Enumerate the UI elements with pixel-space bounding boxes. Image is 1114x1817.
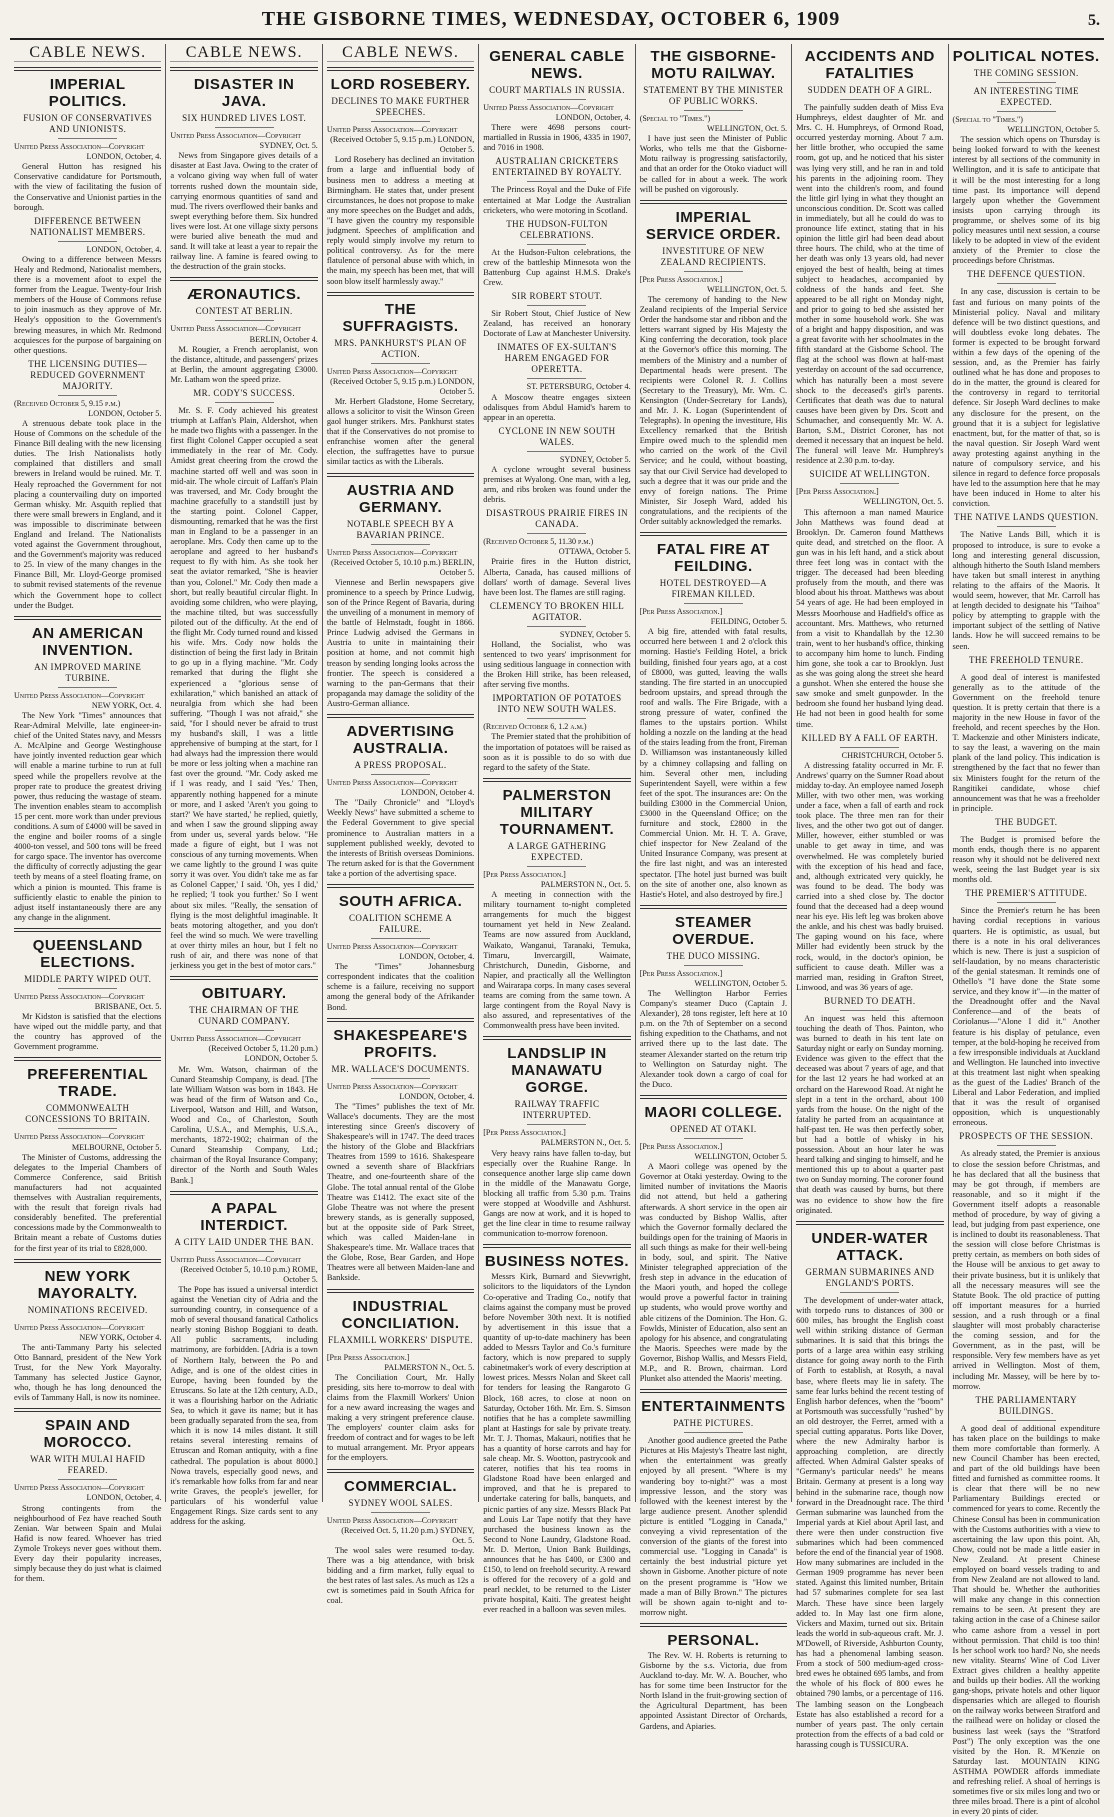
headline: POLITICAL NOTES. [952,48,1100,65]
agency-credit: United Press Association—Copyright [14,991,145,1001]
short-rule [684,1138,743,1139]
dateline: OTTAWA, October 5. [558,547,631,557]
short-rule [58,1479,117,1480]
section-divider [327,1469,474,1473]
dateline: LONDON, October 4. [401,788,475,798]
dateline: SYDNEY, Oct. 5. [259,141,318,151]
subheading: PROSPECTS OF THE SESSION. [959,1131,1094,1142]
agency-credit: United Press Association—Copyright [170,1254,301,1264]
article-body: Strong contingents from the neighbourhood of Fez have reached South Zenian. War between Spain and Mulai Hafid is now feared. Whoever has tried Zymole Trokeys never goes without them. Every day their popularity increases, simply because they do just what is claimed for them. [14,1503,162,1584]
short-rule [997,1145,1056,1146]
dateline: PALMERSTON N., Oct. 5. [384,1362,475,1372]
short-rule [840,1010,899,1011]
headline: OBITUARY. [201,985,287,1003]
article-body: The session which opens on Thursday is being looked forward to with the keenest interest by all sections of the community in Wellington, and it is safe to anticipate that it will be the most interesting for a long time past. Its importance will depend largely upon whether the Government insists upon carrying through its programme, or shelves some of its big policy measures until next session, a course likely to be adopted in view of the evident anxiety of the Premier to close the proceedings before Christmas. [952,135,1100,266]
article-body: The Princess Royal and the Duke of Fife entertained at Mar Lodge the Australian cricketers, who were motoring in Scotland. [483,185,631,215]
section-divider [796,1221,943,1225]
short-rule [371,938,430,939]
subheading: KILLED BY A FALL OF EARTH. [801,732,939,743]
short-rule [684,965,743,966]
article-body: The Conciliation Court, Mr. Hally presiding, sits here to-morrow to deal with claims from the Flaxmill Workers' Union for a new award increasing the wages and making a very stringent preference clause. The employers' counter claim asks for freedom of contract and for wages to be left to mutual arrangement. Mr. Pryor appears for the employers. [326,1372,475,1463]
article-body: Since the Premier's return he has been having cordial receptions in various quarters. He is optimistic, as usual, but there is a note in his oral deliverances which is new. There is just a suspicion of self-laudation, by no means characteristic of the genial statesman. It reminds one of Othello's "I have done the State some service, and they know it"—in the matter of the Dreadnought offer and the Naval Conference—and of the beats of Coriolanus—"Alone I did it." Another feature is his display of petulance, even temper, at the bold-hoping he received from a few irresponsible individuals at Auckland and Wellington. He launched into invective at this treatment last night when speaking as the guest of the Ladies' Branch of the Liberal and Labor Federation, and implied that it was the result of organised opposition, which is unquestionably erroneous. [952,906,1100,1128]
article-body: The Budget is promised before the month ends, though there is no apparent reason why it should not be delivered next week, seeing the last Budget year is six months old. [952,834,1100,885]
section-divider [483,778,630,782]
agency-credit: [Per Press Association.] [326,1352,410,1362]
short-rule [527,533,586,534]
article-body: Another good audience greeted the Pathe Pictures at His Majesty's Theatre last night, when the entertainment was greatly enjoyed by all present. "Where is my wandering boy to-night?" was a most impressive lesson, and the story was followed with the keenest interest by the large audience present. Another splendid picture is entitled "Logging in Canada," conveying a vivid representation of the conversion of the giants of the forest into commercial use. "Logging in Canada" is certainly the best industrial picture yet shown in Gisborne. Another picture of note on the present programme is "How we made a man of Billy Brown." The pictures will be shown again to-night and to-morrow night. [639,1436,788,1617]
short-rule [527,181,586,182]
agency-credit: United Press Association—Copyright [14,1483,145,1493]
subheading: AN IMPROVED MARINE TURBINE. [34,661,142,683]
section-divider [640,1095,787,1099]
short-rule [58,395,117,396]
subheading: COURT MARTIALS IN RUSSIA. [489,85,625,95]
article-body: This afternoon a man named Maurice John Matthews was found dead at Brooklyn. Dr. Cameron found Matthews quite dead, and stretched on the floor. A gun was in his left hand, and a stick about three feet long was in contact with the trigger. The deceased had been bleeding profusely from the mouth, and there was blood about his throat. Matthews was about 54 years of age. He had been employed in Messrs Moorhouse and Hadfield's office as accountant. Mrs. Matthews, who returned from a visit to Khandallah by the 12.30 train, went to her husband's office, thinking to accompany him home to lunch. Finding him gone, she took a car to Brooklyn. Just as she was going along the street she heard a gunshot. When she entered the house she saw smoke and smelt gunpowder. In the bedroom she found her husband lying dead. He had not been in good health for some time. [796,507,944,729]
agency-credit: United Press Association—Copyright [170,324,301,334]
section-divider [14,616,161,620]
short-rule [840,483,899,484]
dateline: LONDON, October, 4. [86,152,162,162]
headline: LORD ROSEBERY. [330,76,471,94]
short-rule [527,378,586,379]
agency-credit: United Press Association—Copyright [326,1515,458,1525]
section-divider [14,928,161,932]
short-rule [215,320,274,321]
subheading: THE HUDSON-FULTON CELEBRATIONS. [506,218,608,240]
article-body: Holland, the Socialist, who was sentenced to two years' imprisonment for using seditious language in connection with the Broken Hill strike, has been released, after serving five months. [483,639,631,690]
columns-container [10,44,1104,1817]
subheading: DIFFERENCE BETWEEN NATIONALIST MEMBERS. [30,215,146,237]
article-body: At the Hudson-Fulton celebrations, the crew of the battleship Minnesota won the Battenburg Cup against H.M.S. Drake's Crew. [483,247,631,288]
article-body: The "Daily Chronicle" and "Lloyd's Weekly News" have submitted a scheme to the Federal Government to give special prominence to Australian matters in a supplement published weekly, devoted to the interests of British overseas Dominions. The return asked for is that the Government take a portion of the advertising space. [326,798,475,878]
subheading: THE DUCO MISSING. [666,950,761,961]
headline: ACCIDENTS AND FATALITIES [804,48,935,82]
article-body: The wool sales were resumed to-day. There was a big attendance, with brisk bidding and a firm market, fully equal to the best rates of last sales. As much as 12s a cwt is sometimes paid in South Africa for coal. [326,1545,475,1606]
short-rule [684,1432,743,1433]
section-divider [170,976,317,980]
article-body: A meeting in connection with the military tournament to-night completed arrangements for much the biggest tournament yet held in New Zealand. Teams are now assured from Auckland, Waikato, Wanganui, Taranaki, Temuka, Timaru, Invercargill, Waimate, Christchurch, Dunedin, Gisborne, and Napier, and practically all the Wellington and Wairarapa corps. In many cases several teams are coming from the same town. A large contingent from the Royal Navy is also assured, and representatives of the Commonwealth press have been invited. [483,890,631,1031]
agency-credit: (Received October 5, 11.30 p.m.) [483,537,594,547]
subheading: A CITY LAID UNDER THE BAN. [174,1236,314,1247]
dateline: NEW YORK, Oct. 4. [91,700,162,710]
article-body: An inquest was held this afternoon touching the death of Thos. Painton, who was burned to death in his tent late on Saturday night or early on Sunday morning. Evidence was given to the effect that the deceased was about 7 years of age, and that for the last 12 years he had worked at an orchard on the Harewood Road. At night he slept in a tent in the orchard, about 100 yards from the house. On the night of the fatality he parted from an acquaintance at half-past ten. He was then perfectly sober, but had a bottle of whisky in his possession. About an hour later he was heard talking and singing to himself, and he mentioned this up to about a quarter past two on Sunday morning. The coroner found that death was caused by burns, but there was no evidence to show how the fire originated. [796,1013,944,1215]
article-body: Lord Rosebery has declined an invitation from a large and influential body of business men to address a meeting at Birmingham. He states that, under present circumstances, he does not propose to make any more speeches on the Budget and adds, "I have given the country my responsible judgment. Speeches of amplification and reply would simply involve my return to political controversy. As for the mere flatulence of personal abuse with which, in the main, my speech has been met, that will soon blow itself harmlessly away." [326,155,475,286]
section-divider [14,67,161,71]
agency-credit: United Press Association—Copyright [170,131,301,141]
section-divider [327,884,474,888]
article-body: Prairie fires in the Hutton district, Alberta, Canada, has caused millions of dollars' worth of damage. Several lives have been lost. The flames are still raging. [483,557,631,597]
article-body: As already stated, the Premier is anxious to close the session before Christmas, and he has declared that all the business that may be got through, if members are reasonable, and so it might if the Government itself adopts a reasonable method of procedure, by way of giving a lead, but judging from past experience, one is inclined to doubt its reasonableness. That the session will close before Christmas is pretty certain, as members on both sides of the House will be anxious to get away to their private business, but it is unlikely that all the necessary measures will see the Statute Book. The old practice of putting off important measures for a hurried session, and a rush through or a final slaughter will most probably characterise the coming session, and for the Government, as in the past, will be responsible. Very few members have as yet arrived in Wellington. Most of them, including Mr. Massey, will be here by to-morrow. [952,1149,1100,1391]
dateline: LONDON, October, 4. [86,244,162,254]
headline: STEAMER OVERDUE. [672,913,755,948]
subheading: DISASTROUS PRAIRIE FIRES IN CANADA. [485,508,629,530]
dateline: NEW YORK, October 4. [79,1332,162,1342]
subheading: AUSTRALIAN CRICKETERS ENTERTAINED BY ROYALTY. [492,156,622,178]
headline: IMPERIAL POLITICS. [48,76,127,111]
subheading: NOTABLE SPEECH BY A BAVARIAN PRINCE. [346,518,455,540]
masthead [10,8,1104,40]
short-rule [58,138,117,139]
agency-credit: [Per Press Association.] [796,487,879,497]
short-rule [58,988,117,989]
subheading: THE PREMIER'S ATTITUDE. [965,888,1088,899]
dateline: LONDON, October, 4. [86,1493,162,1503]
agency-credit: United Press Association—Copyright [326,941,458,951]
article-body: Mr Kidston is satisfied that the elections have wiped out the middle party, and that the country has approved of the Government programme. [14,1012,162,1052]
headline: PALMERSTON MILITARY TOURNAMENT. [499,786,615,838]
dateline: PALMERSTON N., Oct. 5. [540,1138,631,1148]
subheading: MR. WALLACE'S DOCUMENTS. [331,1063,470,1074]
section-divider [327,1018,474,1022]
agency-credit: [Per Press Association.] [639,1141,723,1151]
article-body: A cyclone wrought several business premises at Wyalong. One man, with a leg, arm, and ribs broken was found under the debris. [483,464,631,505]
article-body: The Premier stated that the prohibition of the importation of potatoes will be raised as soon as it is possible to do so with due regard to the safety of the State. [483,732,631,772]
short-rule [58,1319,117,1320]
dateline: (Received October 5, 9.15 p.m.) LONDON, October 5. [330,135,475,155]
short-rule [684,271,743,272]
dateline: SYDNEY, October 5. [559,629,631,639]
short-rule [58,687,117,688]
subheading: MRS. PANKHURST'S PLAN OF ACTION. [334,337,467,359]
headline: GENERAL CABLE NEWS. [489,48,625,82]
agency-credit: (Received October 5, 9.15 p.m.) [14,398,121,408]
subheading: THE BUDGET. [995,816,1058,827]
section-divider [640,1623,787,1627]
short-rule [840,747,899,748]
article-body: A good deal of additional expenditure has taken place on the buildings to make them more comfortable than formerly. A new Council Chamber has been erected, and part of the old buildings have been fitted and furnished as committee rooms. It is clear that there will be no new Parliamentary Buildings erected or commenced for years to come. Recently the Chinese Consul has been in communication with the Customs authorities with a view to ascertaining the law upon this point. Ah, Chow, could not be made a little easier in New Zealand. At present Chinese employed on board vessels trading to and from New Zealand are not allowed to land. That should be. Whether the authorities will make any change in this connection remains to be seen. At present they are taking action in the case of a Chinese sailor who came ashore from a vessel in port without permission. That child is too thin! Is her school work too hard? No, she needs new vitality. Stearns' Wine of Cod Liver Extract gives children a healthy appetite and builds up their bodies. All the working gang-shops, private hotels and other liquor dispensaries which are alleged to flourish on the railway works between Stratford and the railhead were on holiday or closed the business last week (says the "Stratford Post") The only exception was the one visited by the Hon. R. M'Kenzie on Saturday last. MOUNTAIN KING ASTHMA POWDER affords immediate and refreshing relief. A shoal of herrings is sometimes five or six miles long and two or three miles broad. There is a pint of alcohol in every 20 pints of cider. [952,1423,1100,1817]
article-body: The Pope has issued a universal interdict against the Venetian city of Adria and the surrounding country, in consequence of a mob of several thousand fanatical Catholics nearly stoning Bishop Boggiani to death. All public sacraments, including matrimony, are forbidden. [Adria is a town of Northern Italy, between the Po and Adige, and is one of the oldest cities in Europe, having been founded by the Etruscans. So late at the 12th century, A.D., it was a flourishing harbor on the Adriatic Sea, to which it gave its name; but it has been gradually separated from the sea, from which it is now 14 miles distant. It still retains several interesting remains of Etruscan and Roman antiquity, with a fine cathedral. The population is about 8000.] Nowa travels, especially good news, and it's remarkable how folks from far and near write Graves, the people's jeweller, for particulars of his wonderful value Engagement Rings. Size cards sent to any address for the asking. [170,1284,318,1527]
headline: A PAPAL INTERDICT. [200,1199,288,1234]
agency-credit: United Press Association—Copyright [326,547,458,557]
dateline: MELBOURNE, October 5. [71,1142,162,1152]
article-body: A big fire, attended with fatal results, occurred here between 1 and 2 o'clock this morning. Hastie's Feilding Hotel, a brick building, finished four years ago, at a cost of £8000, was gutted, leaving the walls standing. The fire started in an unoccupied bedroom upstairs, and spread through the roof and walls. The Fire Brigade, with a strong pressure of water, confined the flames to the upstairs portion. Whilst holding a nozzle on the landing at the head of the stairs leading from the front, Fireman D. Williamson was instantaneously killed by a chimney collapsing and falling on him. Several other men, including Superintendent Sayell, were within a few feet of the spot. The insurances are: On the building £3000 in the Commercial Union, £3000 in the Queensland Office; on the furniture and stock, £2800 in the Commercial Union. Mr. H. T. A. Grave, chief inspector for New Zealand of the United Insurance Company, was present at the fire last night, and was an interested spectator. [The hotel just burned was built on the site of another one, also known as Hastie's Hotel, and also destroyed by fire.] [639,627,788,899]
section-divider [640,200,787,204]
dateline: (Received October 5, 10.10 p.m.) BERLIN, October 5. [331,557,475,577]
headline: PREFERENTIAL TRADE. [27,1066,149,1101]
short-rule [527,626,586,627]
subheading: INMATES OF EX-SULTAN'S HAREM ENGAGED FOR OPERETTA. [497,342,617,375]
agency-credit: [Per Press Association.] [639,607,723,617]
short-rule [997,82,1056,83]
subheading: RAILWAY TRAFFIC INTERRUPTED. [514,1099,600,1121]
agency-credit: United Press Association—Copyright [326,366,458,376]
article-body: A distressing fatality occurred in Mr. F. Andrews' quarry on the Sumner Road about midday to-day. An employee named Joseph Miller, with two other men, was working under a face, when a fall of earth and rock took place. The three men ran for their lives, and the other two got out of danger. Miller, however, either stumbled or was unable to get away in time, and was overwhelmed. He was completely buried with the exception of his head and face, and, although extricated very quickly, he was found to be dead. The body was carried into a shed close by. The doctor found that the deceased had a deep wound near his eye. His left leg was broken above the ankle, and his chest was badly bruised. The gaping wound on his face, where Miller had evidently been struck by the rock, would, in the doctor's opinion, be sufficient to cause death. Miller was a married man, residing in Grafton Street, Linwood, and was 36 years of age. [796,760,944,992]
section-divider [483,1036,630,1040]
dateline: ST. PETERSBURG, October 4. [526,382,631,392]
headline: FATAL FIRE AT FEILDING. [656,541,770,576]
section-divider [640,905,787,909]
column-7 [949,44,1104,1817]
agency-credit: (Special to "Times.") [952,115,1023,124]
agency-credit: United Press Association—Copyright [14,142,145,152]
dateline: WELLINGTON, October 5. [1007,125,1100,135]
short-rule [371,544,430,545]
article-body: General Hutton has resigned his Conservative candidature for Portsmouth, with the view of facilitating the fusion of the Conservative and Unionist parties in the borough. [14,162,162,212]
dateline: WELLINGTON, Oct. 5. [706,284,788,294]
dateline: WELLINGTON, October 5. [694,1152,788,1162]
subheading: CYCLONE IN NEW SOUTH WALES. [498,425,616,447]
article-body: Mr. S. F. Cody achieved his greatest triumph at Laffan's Plain, Aldershot, when he made two flights with a passenger. In the first flight Colonel Capper occupied a seat immediately in the rear of Mr. Cody. Amidst great cheering from the crowd the machine started off well and was soon in mid-air. The whole circuit of Laffan's Plain was traversed, and Mr. Cody brought the machine gracefully to a standstill just by the starting point. Colonel Capper, dismounting, remarked that he was the first man in England to be a passenger in an aeroplane. Mrs. Cody then came up to the aeroplane and agreed to her husband's request to fly with him. As she took her seat the aviator remarked, "She is heavier than you, Colonel." Mr. Cody then made a short, but really beautiful circular flight. In avoiding some children, who were playing, the machine tilted, but was successfully piloted out of the difficulty. At the end of the flight Mr. Cody turned round and kissed his wife. Mrs. Cody now holds the distinction of being the first lady in Britain to go up in a flying machine. "Mr. Cody remarked that during the flight she experienced a "glorious sense of exhilaration," which banished an attack of neuralgia from which she had been suffering. "Though I was not afraid," she said, "for I should never be afraid to trust my husband's skill, I was a little apprehensive of bumping at the start, for I had always had the impression there would be more or less jolting when a machine ran fast over the ground. "Mr. Cody asked me if I was ready, and I said 'Yes.' Then, apparently nothing happened for a minute or more, and I asked 'Aren't you going to start?' We have started,' he replied, quietly, and when I saw the ground slipping away from under us, several yards below. "He made a figure of eight, but I was not conscious of any turning movements. When we came lightly to the ground I was quite sorry it was over. You didn't take me as far as Colonel Capper,' I said. 'Oh, yes I did,' he replied; 'I took you further.' So I went about six miles. "Really, the sensation of flying is the most delightful imaginable. It beats motoring altogether, and you don't feel the wind so much. We were travelling at over thirty miles an hour, but I felt no rush of air, and there was none of that jerkiness you get in the best of motor cars." [170,405,318,971]
short-rule [684,110,743,111]
short-rule [371,774,430,775]
headline: CABLE NEWS. [14,48,161,62]
headline: INDUSTRIAL CONCILIATION. [341,1297,460,1332]
short-rule [997,1420,1056,1421]
article-body: A strenuous debate took place in the House of Commons on the schedule of the Finance Bill dealing with the new licensing duties. The Irish Nationalists hotly complained that distillers and small brewers in Ireland would be ruined. Mr. T. Healy reproached the Government for not placing a countervailing duty on imported German whisky. Mr. Asquith replied that there were small brewers in England, and it was impossible to discriminate between England and Ireland. The Nationalists voted against the Government throughout, and the Government's majority was reduced to 25. In view of the many changes in the Finance Bill, Mr. Lloyd-George promised to submit revised statements of the revenue which the Government hope to collect under the Budget. [14,418,162,610]
dateline: CHRISTCHURCH, October 5. [841,750,944,760]
section-divider [14,1408,161,1412]
subheading: HOTEL DESTROYED—A FIREMAN KILLED. [659,578,767,600]
subheading: THE PARLIAMENTARY BUILDINGS. [975,1394,1077,1416]
subheading: COALITION SCHEME A FAILURE. [348,912,453,934]
article-body: Mr. Herbert Gladstone, Home Secretary, allows a solicitor to visit the Winson Green gaol hunger strikers. Mrs. Pankhurst states that if the Conservatives do not promise to enfranchise women after the general election, the suffragettes have to pursue similar tactics as with the Liberals. [326,396,475,467]
agency-credit: [Per Press Association.] [639,274,723,284]
dateline: WELLINGTON, October 5. [694,978,788,988]
headline: COMMERCIAL. [344,1477,458,1495]
article-body: A Maori college was opened by the Governor at Otaki yesterday. Owing to the limited number of invitations the Maoris did not attend, but held a gathering afterwards. A short service in the open air was conducted by Bishop Wallis, after which the Governor formally declared the buildings open for the training of Maoris in all such things as make for their well-being in body, soul, and spirit. The Native Minister telegraphed appreciation of the fresh step in advance in the education of the Maori youth, and hoped the college would prove a powerful factor in training up students, who would prove worthy and able citizens of the Dominion. The Hon. G. Fowlds, Minister of Education, also sent an apology for his absence, and congratulating the Maoris. Speeches were made by the Governor, Bishop Wallis, and Messrs Field, M.P., and R. Brown, chairman. Lord Plunket also attended the Maoris' meeting. [639,1162,788,1384]
article-body: Viennese and Berlin newspapers give prominence to a speech by Prince Ludwig, son of the Prince Regent of Bavaria, during the unveiling of a monument in memory of the battle of Helmstadt, fought in 1866. Prince Ludwig advised the Germans in Austria to unite in maintaining their position at home, and not commit high treason by sending longing looks across the frontier. The speech is considered a warning to the pan-Germans that their propaganda may damage the solidity of the Austro-German alliance. [326,577,475,708]
subheading: NOMINATIONS RECEIVED. [27,1304,148,1315]
subheading: GERMAN SUBMARINES AND ENGLAND'S PORTS. [805,1266,935,1288]
short-rule [371,1512,430,1513]
short-rule [527,99,586,100]
subheading: COMMONWEALTH CONCESSIONS TO BRITAIN. [25,1103,151,1125]
agency-credit: [Per Press Association.] [639,968,723,978]
subheading: AN INTERESTING TIME EXPECTED. [973,86,1079,107]
agency-credit: (Special to "Times.") [639,114,711,123]
subheading: THE DEFENCE QUESTION. [967,269,1086,280]
subheading: THE FREEHOLD TENURE. [968,654,1084,665]
article-body: Owing to a difference between Messrs Healy and Redmond, Nationalist members, there is a movement afoot to expel the former from the League. Twenty-four Irish members of the House of Commons refuse to join inasmuch as they approve of Mr. Healy's opposition to the Government's brewing measures, in which Mr. Redmond acquiesces for the purpose of bargaining on other questions. [14,254,162,355]
article-body: The ceremony of handing to the New Zealand recipients of the Imperial Service Order the handsome star and ribbon and the letters warrant signed by His Majesty the King conferring the decoration, took place at the Governor's office this morning. The members of the Ministry and a number of Departmental heads were present. The recipients were Colonel R. J. Collins (Secretary to the Treasury), Mr. Wm. C. Kensington (Under-Secretary for Lands), and Mr. J. K. Logan (Superintendent of Telegraphs). In opening the investiture, His Excellency remarked that the British Empire owed much to the splendid men who carried on the work of the Civil Service; and he could, without boasting, say that our Civil Service had developed to such a degree that it was our pride and the envy of foreign nations. The Prime Minister, Sir Joseph Ward, added his congratulations, and the recipients of the Order suitably acknowledged the remarks. [639,294,788,526]
agency-credit: [Per Press Association.] [483,869,566,879]
subheading: FLAXMILL WORKERS' DISPUTE. [328,1334,473,1345]
headline: MAORI COLLEGE. [644,1103,783,1121]
agency-credit: United Press Association—Copyright [14,1132,145,1142]
article-body: The New York "Times" announces that Rear-Admiral Melville, late engineer-in-chief of the United States navy, and Messrs A. McAlpine and George Westinghouse have jointly invented reduction gear which will enable a marine turbine to run at full speed while the propellers revolve at the proper rate to produce the greatest driving power, thus reducing the wastage of steam. The invention enables steam to accomplish 15 per cent. more work than under previous conditions. A sum of £4000 will be saved in the engine and boiler rooms of a single 4000-ton vessel, and 500 tons will be freed for cargo space. The inventor has overcome the difficulty of correctly adjusting the gear teeth by means of a steel floating frame, on which a pinion is mounted. This frame is sufficiently elastic to enable the pinion to adjust itself instantaneously there are any any change in the alignment. [14,710,162,922]
column-6 [792,44,948,1749]
short-rule [215,127,274,128]
section-divider [170,1191,317,1195]
article-body: The Native Lands Bill, which it is proposed to introduce, is sure to evoke a long and interesting general discussion, although hitherto the South Island members have taken but small interest in anything relating to the affairs of the Maoris. It would seem, however, that Mr. Carroll has at length decided to designate his "Taihoa" policy by attempting to grapple with the important subject of the settling of Native lands. How he will succeed remains to be seen. [952,530,1100,651]
article-body: A good deal of interest is manifested generally as to the attitude of the Government on the freehold tenure question. It is pretty certain that there is a majority in the new House in favor of the freehold, and recent speeches by the Hon. T. Mackenzie and other Ministers indicate, to say the least, a wavering on the main plank of the land policy. This indication is strengthened by the fact that no fewer than six Ministers fought for the return of the Rangitikei candidate, whose chief announcement was that he was a freeholder in principle. [952,672,1100,813]
agency-credit: [Per Press Association.] [483,1128,566,1138]
subheading: THE LICENSING DUTIES—REDUCED GOVERNMENT MAJORITY. [28,358,148,391]
short-rule [997,902,1056,903]
short-rule [215,1251,274,1252]
short-rule [58,1128,117,1129]
short-rule [527,1124,586,1125]
subheading: SIX HUNDRED LIVES LOST. [182,113,307,124]
article-body: The painfully sudden death of Miss Eva Humphreys, eldest daughter of Mr. and Mrs. C. H. Humphreys, of Ormond Road, occurred yesterday morning. About 7 a.m. her little brother, who occupied the same room, got up, and he noticed that his sister was lying very still, and he ran in and told his parents in the adjoining room. They went into the children's room, and found the little girl lying in what they thought an unconscious condition. Dr. Scott was called in immediately, but all he could do was to pronounce life extinct, stating that in his opinion the little girl had been dead about three hours. The child, who at the time of her death was only 13 years old, had never enjoyed the best of health, being at times subject to headaches, accompanied by coldness of the hands and feet. She appeared to be all right on Monday night, and prior to going to bed she assisted her mother in some household work. She was of a bright and happy disposition, and was a great favorite with her schoolmates in the fifth standard at the Gisborne School. The flag at the school was flown at half-mast yesterday on account of the sad occurrence, which has naturally been a most severe shock to the deceased's girl's parents. Certificates that death was due to natural causes have been given by Drs. Scott and Schumacher, and consequently Mr. W. A. Barton, S.M., District Coroner, has not deemed it necessary that an inquest be held. The funeral will leave Mr. Humphrey's residence at 2.30 p.m. to-day. [796,103,944,466]
article-body: There were 4698 persons court-martialled in Russia in 1906, 4335 in 1907, and 7016 in 1908. [483,123,631,153]
short-rule [997,283,1056,284]
agency-credit: United Press Association—Copyright [170,1034,301,1044]
headline: CABLE NEWS. [327,48,474,62]
headline: QUEENSLAND ELECTIONS. [32,936,143,971]
headline: PERSONAL. [667,1631,760,1649]
headline: ÆRONAUTICS. [187,286,302,304]
dateline: SYDNEY, October 5. [559,454,631,464]
article-body: The "Times" publishes the text of Mr. Wallace's documents. They are the most interesting since Green's discovery of Shakespeare's will in 1747. The deed traces the history of the Globe and Blackfriars Theatres from 1599 to 1616. Shakespeare owned a seventh share of Blackfriars Theatre, and one-fourteenth share of the Globe. The total annual rental of the Globe Theatre was £1412. The exact site of the Globe Theatre was not where the present brewery stands, as is generally supposed, but at the opposite side of Park Street, which was called Maiden-lane in Shakespeare's time. Mr. Wallace traces that the Globe, Rose, Bear Garden, and Hope Theatres were all between Maiden-lane and Bankside. [326,1101,475,1283]
dateline: LONDON, October, 4. [399,952,475,962]
short-rule [997,831,1056,832]
article-body: The Wellington Harbor Ferries Company's steamer Duco (Captain J. Alexander), 28 tons register, left here at 10 p.m. on the 7th of September on a second fishing expedition to the Chathams, and not arrived there up to the last date. The steamer Alexander started on the return trip to Wellington on Saturday night. The Alexander took down a cargo of coal for the Duco. [639,989,788,1089]
subheading: DECLINES TO MAKE FURTHER SPEECHES. [331,96,470,118]
subheading: WAR WITH MULAI HAFID FEARED. [30,1454,146,1476]
article-body: In any case, discussion is certain to be fast and furious on many points of the Ministerial policy. Naval and military defence will be two distinct questions, and will doubtless evoke long debates. The former is expected to be brought forward within a few days of the opening of the session, and, as the Premier has fairly outlined what he has done and proposes to do in the matter, the ground is cleared for the controversy in regard to territorial defence. Sir Joseph Ward declines to make any disclosure for the present, on the ground that it is a subject for legislative enactment, but, for the matter of that, so is the naval question. Sir Joseph Ward went away protesting against anything in the nature of compulsory service, and his silence in regard to defence force proposals have led to the assumption here that he may have been induced in Home to alter his conviction. [952,287,1100,509]
short-rule [371,1078,430,1079]
short-rule [215,402,274,403]
section-divider [170,277,317,281]
short-rule [527,451,586,452]
headline: UNDER-WATER ATTACK. [811,1229,929,1264]
column-3 [323,44,479,1606]
column-1 [10,44,166,1584]
dateline: (Received October 5, 11.20 p.m.) LONDON, October 5. [208,1044,318,1064]
headline: THE SUFFRAGISTS. [342,300,459,335]
headline: SPAIN AND MOROCCO. [43,1417,132,1452]
article-body: Messrs Kirk, Burnard and Sievwright, solicitors to the liquidators of the Lyndon Co-operative and Trading Co., notify that claims against the company must be proved before November 30th next. It is notified by advertisement in this issue that a quantity of up-to-date machinery has been added to Messrs Taylor and Co.'s furniture factory, which is now prepared to supply cabinetmaker's work of every description at lowest prices. Messrs Nolan and Skeet call for tenders for leasing the Rangaroto G Block, 168 acres, to close at noon on Saturday, October 16th. Mr. Ern. S. Simson notifies that he has a complete sawmilling plant at Hastings for sale by private treaty. Mr. T. J. Thomas, Makauri, notifies that he has a quantity of horse carrots and hay for sale cheap. Mr. S. Wootton, pastrycook and caterer, notifies that his tea rooms in Gladstone Road have been enlarged and improved, and that he is prepared to undertake catering for balls, banquets, and picnic parties of any size. Messrs Black Pat and Louis Lar Tape notify that they have purchased the business known as the Second to None Laundry, Gladstone Road. Mr. D. Merton, Union Bank Buildings, announces that he has £400, or £300 and £150, to lend on freehold security. A reward is offered for the recovery of a gold and pearl necklet, to be returned to the Lister private hospital, Kaiti. The greatest height ever reached in a balloon was seven miles. [483,1272,631,1615]
article-body: A Moscow theatre engages sixteen odalisques from Abdul Hamid's harem to appear in an operetta. [483,392,631,422]
dateline: BRISBANE, Oct. 5. [94,1002,162,1011]
article-body: The "Times" Johannesburg correspondent indicates that the coalition scheme is a failure, receiving no support among the general body of the Afrikander Bond. [326,962,475,1012]
agency-credit: United Press Association—Copyright [14,1322,145,1332]
dateline: (Received October 5, 10.10 p.m.) ROME, October 5. [180,1264,318,1284]
subheading: INVESTITURE OF NEW ZEALAND RECIPIENTS. [660,245,767,267]
short-rule [840,1292,899,1293]
short-rule [997,526,1056,527]
headline: ENTERTAINMENTS [641,1398,786,1416]
subheading: SYDNEY WOOL SALES. [348,1497,453,1508]
section-divider [327,473,474,477]
subheading: FUSION OF CONSERVATIVES AND UNIONISTS. [23,113,153,135]
dateline: PALMERSTON N., Oct. 5. [540,879,631,889]
article-body: Sir Robert Stout, Chief Justice of New Zealand, has received an honorary Doctorate of Law at Manchester University. [483,309,631,339]
agency-credit: United Press Association—Copyright [326,778,458,788]
short-rule [58,241,117,242]
subheading: THE CHAIRMAN OF THE CUNARD COMPANY. [189,1005,299,1027]
short-rule [840,99,899,100]
headline: CABLE NEWS. [170,48,317,62]
dateline: (Received October 5, 9.15 p.m.) LONDON, October 5. [330,376,475,396]
article-body: Mr. Wm. Watson, chairman of the Cunard Steamship Company, is dead. [The late William Watson was born in 1843. He was head of the firm of Watson and Co., Liverpool, Watson and Hill, and Watson, Wood and Co., of Charleston, South Carolina, U.S.A., and Memphis, U.S.A., merchants, 1872-1902; chairman of the Cunard Steamship Company, Ltd.; chairman of the Royal Insurance Company; director of the North and South Wales Bank.] [170,1064,318,1185]
subheading: THE NATIVE LANDS QUESTION. [954,512,1099,523]
subheading: STATEMENT BY THE MINISTER OF PUBLIC WORKS. [643,85,784,106]
section-divider [640,532,787,536]
short-rule [527,305,586,306]
dateline: WELLINGTON, Oct. 5. [706,124,788,134]
article-body: The Minister of Customs, addressing the delegates to the Imperial Chambers of Commerce Conference, said British manufacturers had not acquainted themselves with Australian requirements, with the result that foreign rivals had considerably benefited. The preferential concessions made by the Commonwealth to Britain meant a rebate of Customs duties for the first year of its trial to £828,000. [14,1152,162,1253]
headline: THE GISBORNE-MOTU RAILWAY. [650,48,777,82]
short-rule [997,669,1056,670]
subheading: A PRESS PROPOSAL. [354,760,447,771]
dateline: LONDON, October, 4. [399,1091,475,1101]
short-rule [371,363,430,364]
headline: IMPERIAL SERVICE ORDER. [645,208,781,243]
subheading: OPENED AT OTAKI. [670,1123,757,1134]
agency-credit: United Press Association—Copyright [326,125,458,135]
headline: BUSINESS NOTES. [484,1253,630,1271]
subheading: IMPORTATION OF POTATOES INTO NEW SOUTH WALES. [492,693,622,715]
headline: SHAKESPEARE'S PROFITS. [333,1026,468,1061]
headline: DISASTER IN JAVA. [193,76,295,111]
subheading: SIR ROBERT STOUT. [511,291,603,302]
subheading: SUICIDE AT WELLINGTON. [809,469,931,480]
section-divider [170,67,317,71]
dateline: WELLINGTON, Oct. 5. [863,497,944,507]
headline: NEW YORK MAYORALTY. [37,1267,138,1302]
section-divider [327,714,474,718]
headline: AN AMERICAN INVENTION. [31,624,144,659]
section-divider [14,1057,161,1061]
short-rule [527,244,586,245]
article-body: M. Rougier, a French aeroplanist, won the distance, altitude, and passengers' prizes at Berlin, the amount aggregating £3000. Mr. Latham won the speed prize. [170,344,318,384]
short-rule [684,603,743,604]
headline: ADVERTISING AUSTRALIA. [346,723,455,758]
section-divider [14,1259,161,1263]
headline: AUSTRIA AND GERMANY. [346,481,455,516]
subheading: MIDDLE PARTY WIPED OUT. [24,973,152,984]
dateline: (Received Oct. 5, 11.20 p.m.) SYDNEY, Oct. 5. [341,1525,475,1545]
article-body: News from Singapore gives details of a disaster at East Java. Owing to the crater of a volcano giving way when full of water torrents rushed down the mountain side, carrying enormous quantities of sand and mud. The rivers overflowed their banks and swept everything before them. Six hundred lives were lost. At one village sixty persons were buried alive beneath the mud and sand. It will take at least a year to repair the railway line. A famine is feared owing to the destruction of the grain stocks. [170,151,318,272]
section-divider [640,1389,787,1393]
section-divider [483,1244,630,1248]
article-body: I have just seen the Minister of Public Works, who tells me that the Gisborne-Motu railway is progressing satisfactorily, and that an order for the Otoko viaduct will be called for in about a week. The work will be pushed on vigorously. [639,134,788,194]
agency-credit: United Press Association—Copyright [483,103,614,112]
section-divider [327,67,474,71]
article-body: The Rev. W. H. Roberts is returning to Gisborne by the s.s. Victoria, due from Auckland to-day. Mr. W. A. Boucher, who has for some time been Instructor for the North Island in the fruit-growing section of the Agricultural Department, has been appointed Assistant Director of Orchards, Gardens, and Apiaries. [639,1650,788,1731]
short-rule [371,1349,430,1350]
short-rule [215,1030,274,1031]
agency-credit: (Received October 6, 1.2 a.m.) [483,722,587,732]
masthead-title: THE GISBORNE TIMES, WEDNESDAY, OCTOBER 6, 1909 [261,8,841,30]
short-rule [997,111,1056,112]
column-5 [636,44,792,1731]
article-body: The development of under-water attack, with torpedo runs to distances of 300 or 600 miles, has brought the English coast well within striking distance of German submarines. It is said that this brings the ports of a large area within easy striking distance for going away north to the Firth of Forth to establish, at Rosyth, a naval base, where fleets may lie in safety. The same fear lurks behind the recent testing of English harbor defences, when the "boom" at Portsmouth was successfully "rushed" by an old destroyer, the Ferret, armed with a special cutting apparatus. Ports like Dover, where the new Admiralty harbor is approaching completion, are directly affected. When Admiral Galster speaks of "Germany's particular needs" he means Britain. Germany at present is a long way behind in the submarine race, though now forward in the Dreadnought race. The third German submarine was launched from the Imperial yards at Kiel about April last, and there were then under construction five submarines which had been commenced before the end of the financial year of 1908. How many submarines are included in the German 1909 programme has never been stated. Against this limited number, Britain had 57 submarines complete for sea last March. These have since been largely added to. In May last one firm alone, Vickers and Maxim, turned out six. Britain leads the world in sub-aqueous craft. Mr. J. M'Dowell, of Riverside, Ashburton County, has had a phenomenal lambing season. From a stock of 500 medium-aged cross-bred ewes he obtained 695 lambs, and from the whole of his flock of 800 ewes he obtained 790 lambs, or a percentage of 116. The lambing season on the Longbeach Estate has also established a record for a number of years past. The only certain protection from the effects of a bad cold or harassing cough is TUSSICURA. [796,1295,944,1749]
subheading: CONTEST AT BERLIN. [195,306,293,317]
section-divider [327,292,474,296]
subheading: PATHE PICTURES. [673,1418,754,1429]
headline: LANDSLIP IN MANAWATU GORGE. [507,1045,607,1097]
column-2 [166,44,322,1527]
column-4 [479,44,635,1615]
headline: SOUTH AFRICA. [338,892,463,910]
subheading: MR. CODY'S SUCCESS. [193,387,296,398]
agency-credit: United Press Association—Copyright [326,1081,458,1091]
dateline: LONDON, October 5. [88,408,162,418]
article-body: Very heavy rains have fallen to-day, but especially over the Ruahine Range. In consequence another large slip came down in the middle of the Manawatu Gorge, blocking all traffic from 5.30 p.m. Trains were stopped at Woodville and Ashhurst. Gangs are now at work, and it is hoped to get the line clear in time to resume railway communication to-morrow forenoon. [483,1148,631,1239]
dateline: LONDON, October, 4. [555,113,631,123]
dateline: BERLIN, October 4. [249,334,318,344]
article-body: The anti-Tammany Party his selected Otto Bannard, president of the New York Trust, for the New York Mayoralty. Tammany has selected Justice Gaynor, who, though he has long denounced the evils of Tammany Hall, is now its nominee. [14,1342,162,1403]
agency-credit: United Press Association—Copyright [14,690,145,700]
short-rule [527,866,586,867]
short-rule [371,121,430,122]
subheading: CLEMENCY TO BROKEN HILL AGITATOR. [489,600,625,622]
subheading: SUDDEN DEATH OF A GIRL. [807,85,933,95]
section-divider [327,1289,474,1293]
subheading: THE COMING SESSION. [973,68,1079,78]
short-rule [527,718,586,719]
dateline: FEILDING, October 5. [710,617,788,627]
subheading: BURNED TO DEATH. [824,995,916,1006]
page-number: 5. [1088,12,1100,29]
subheading: A LARGE GATHERING EXPECTED. [507,840,607,862]
